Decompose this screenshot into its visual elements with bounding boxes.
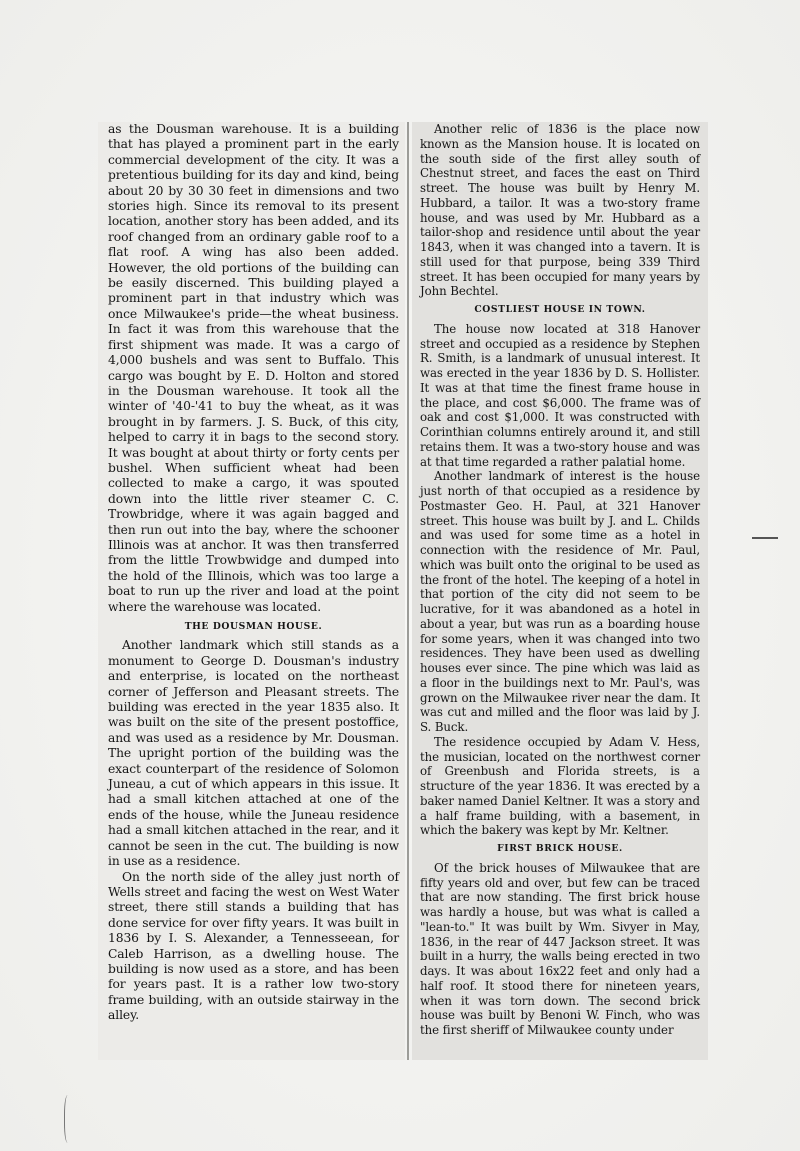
- newspaper-clipping-left: [98, 122, 405, 1060]
- heading-dousman-house: THE DOUSMAN HOUSE.: [184, 621, 323, 632]
- left-paragraph-dousman-house: Another landmark which still stands as a monument to George D. Dousman's industry and enterprise, is located on the northeast corner of Jefferson and Pleasant streets. The building was erected in the year 1835 also. It was built on the site of the present postoffice, and was used as a residence by Mr. Dousman. The upright portion of the building was the exact counterpart of the residence of Solomon Juneau, a cut of which appears in this issue. It had a small kitchen attached at one of the ends of the house, while the Juneau residence had a small kitchen attached in the rear, and it cannot be seen in the cut. The building is now in use as a residence.: [108, 638, 399, 869]
- right-column-text: [420, 122, 700, 1038]
- left-column-text: [108, 122, 399, 1024]
- right-paragraph-paul-residence: Another landmark of interest is the house just north of that occupied as a residence by Postmaster Geo. H. Paul, at 321 Hanover street. This house was built by J. and L. Childs and was used for some time as a hotel in connection with the residence of Mr. Paul, which was built onto the original to be used as the front of the hotel. The keeping of a hotel in that portion of the city did not seem to be lucrative, for it was abandoned as a hotel in about a year, but was run as a boarding house for some years, when it was changed into two residences. They have been used as dwelling houses ever since. The pine which was laid as a floor in the buildings next to Mr. Paul's, was grown on the Milwaukee river near the dam. It was cut and milled and the floor was laid by J. S. Buck.: [420, 469, 700, 734]
- heading-costliest-house: COSTLIEST HOUSE IN TOWN.: [474, 304, 646, 315]
- left-paragraph-wells-street: On the north side of the alley just north of Wells street and facing the west on West Water street, there still stands a building that has done service for over fifty years. It was built in 1836 by I. S. Alexander, a Tennesseean, for Caleb Harrison, as a dwelling house. The building is now used as a store, and has been for years past. It is a rather low two-story frame building, with an outside stairway in the alley.: [108, 869, 399, 1023]
- right-paragraph-mansion-house: Another relic of 1836 is the place now known as the Mansion house. It is located on the south side of the first alley south of Chestnut street, and faces the east on Third street. The house was built by Henry M. Hubbard, a tailor. It was a two-story frame house, and was used by Mr. Hubbard as a tailor-shop and residence until about the year 1843, when it was changed into a tavern. It is still used for that purpose, being 339 Third street. It has been occupied for many years by John Bechtel.: [420, 122, 700, 299]
- right-paragraph-hess-residence: The residence occupied by Adam V. Hess, the musician, located on the northwest corner of Greenbush and Florida streets, is a structure of the year 1836. It was erected by a baker named Daniel Keltner. It was a story and a half frame building, with a basement, in which the bakery was kept by Mr. Keltner.: [420, 734, 700, 838]
- right-paragraph-brick-houses: Of the brick houses of Milwaukee that are fifty years old and over, but few can be traced that are now standing. The first brick house was hardly a house, but was what is called a "lean-to." It was built by Wm. Sivyer in May, 1836, in the rear of 447 Jackson street. It was built in a hurry, the walls being erected in two days. It was about 16x22 feet and only had a half roof. It stood there for nineteen years, when it was torn down. The second brick house was built by Benoni W. Finch, who was the first sheriff of Milwaukee county under: [420, 860, 700, 1037]
- binding-mark: [64, 1095, 73, 1143]
- column-divider: [407, 122, 409, 1060]
- newspaper-clipping-right: [412, 122, 708, 1060]
- heading-first-brick-house: FIRST BRICK HOUSE.: [497, 843, 623, 854]
- left-paragraph-warehouse: as the Dousman warehouse. It is a building that has played a prominent part in the early commercial development of the city. It was a pretentious building for its day and kind, being about 20 by 30 30 feet in dimensions and two stories high. Since its removal to its present location, another story has been added, and its roof changed from an ordinary gable roof to a flat roof. A wing has also been added. However, the old portions of the building can be easily discerned. This building played a prominent part in that industry which was once Milwaukee's pride—the wheat business. In fact it was from this warehouse that the first shipment was made. It was a cargo of 4,000 bushels and was sent to Buffalo. This cargo was bought by E. D. Holton and stored in the Dousman warehouse. It took all the winter of '40-'41 to buy the wheat, as it was brought in by farmers. J. S. Buck, of this city, helped to carry it in bags to the second story. It was bought at about thirty or forty cents per bushel. When sufficient wheat had been collected to make a cargo, it was spouted down into the little river steamer C. C. Trowbridge, where it was again bagged and then run out into the bay, where the schooner Illinois was at anchor. It was then transferred from the little Trowbwidge and dumped into the hold of the Illinois, which was too large a boat to run up the river and load at the point where the warehouse was located.: [108, 122, 399, 614]
- margin-mark: [752, 537, 778, 539]
- right-paragraph-hanover-street: The house now located at 318 Hanover street and occupied as a residence by Stephen R. Smith, is a landmark of unusual interest. It was erected in the year 1836 by D. S. Hollister. It was at that time the finest frame house in the place, and cost $6,000. The frame was of oak and cost $1,000. It was constructed with Corinthian columns entirely around it, and still retains them. It was a two-story house and was at that time regarded a rather palatial home.: [420, 321, 700, 469]
